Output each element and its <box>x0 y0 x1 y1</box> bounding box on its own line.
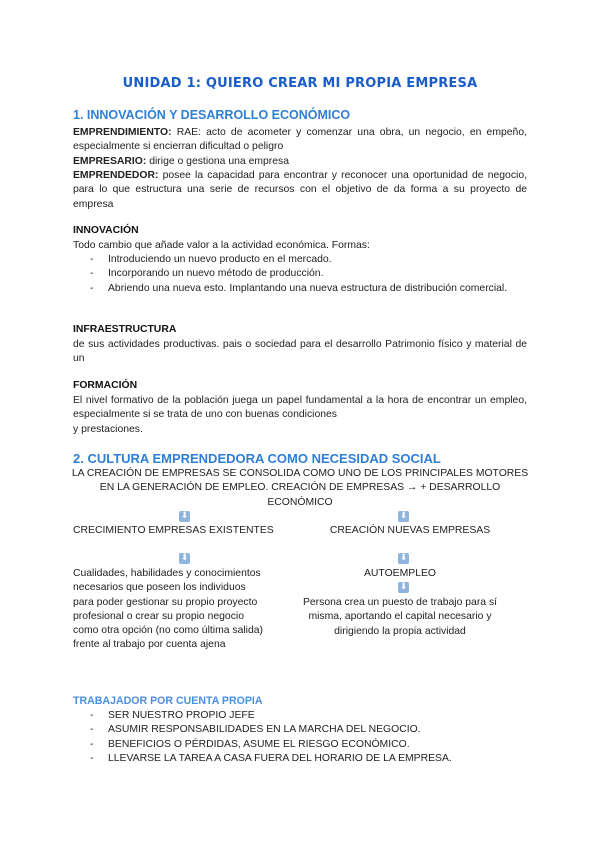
emprendedor-label: EMPRENDEDOR: <box>73 170 159 181</box>
arrow-down-icon: ⬇ <box>399 553 408 563</box>
left-col-text: Cualidades, habilidades y conocimientos necesarios que poseen los individuos para poder gestionar su propio proyecto profesional o crear su propio negocio como otra opción (no como última salida) frente al trabajo por cuenta ajena <box>73 568 264 651</box>
emprendedor-text: posee la capacidad para encontrar y reconocer una oportunidad de negocio, para lo que estructura una serie de recursos con el objetivo de da forma a su proyecto de empresa <box>73 170 527 210</box>
emprendimiento-paragraph <box>73 126 527 155</box>
section1-heading: 1. INNOVACIÓN Y DESARROLLO ECONÓMICO <box>73 108 351 122</box>
section2-heading: 2. CULTURA EMPRENDEDORA COMO NECESIDAD SOCIAL <box>73 451 441 466</box>
list-item: - Incorporando un nuevo método de producción. <box>90 267 527 281</box>
formacion-text: El nivel formativo de la población juega un papel fundamental a la hora de encontrar un empleo, especialmente si se trata de uno con buenas condiciones <box>73 395 527 421</box>
innovacion-heading: INNOVACIÓN <box>73 225 139 236</box>
right-col-title: CREACIÓN NUEVAS EMPRESAS <box>329 525 491 536</box>
emprendedor-paragraph <box>73 169 527 212</box>
arrow-down-icon: ⬇ <box>399 511 408 521</box>
empresario-paragraph <box>73 155 527 169</box>
formacion-text-2: y prestaciones. <box>73 424 143 435</box>
emprendimiento-text: RAE: acto de acometer y comenzar una obra, un negocio, en empeño, especialmente si encierran dificultad o peligro <box>73 127 527 153</box>
right-col-text: Persona crea un puesto de trabajo para sí misma, aportando el capital necesario y dirigiendo la propia actividad <box>302 597 498 637</box>
list-item: - Introduciendo un nuevo producto en el mercado. <box>90 253 527 267</box>
innovacion-intro: Todo cambio que añade valor a la actividad económica. Formas: <box>73 240 370 251</box>
arrow-down-icon: ⬇ <box>180 553 189 563</box>
right-col-sub: AUTOEMPLEO <box>364 568 436 579</box>
emprendimiento-label: EMPRENDIMIENTO: <box>73 127 172 138</box>
list-item: - LLEVARSE LA TAREA A CASA FUERA DEL HORARIO DE LA EMPRESA. <box>90 752 527 766</box>
list-item: - Abriendo una nueva esto. Implantando una nueva estructura de distribución comercial. <box>90 282 527 296</box>
formacion-heading: FORMACIÓN <box>73 380 138 391</box>
section2-intro: LA CREACIÓN DE EMPRESAS SE CONSOLIDA COMO UNO DE LOS PRINCIPALES MOTORES EN LA GENERACIÓN DE EMPLEO. CREACIÓN DE EMPRESAS → + DESARROLLO ECONÓMICO <box>71 468 529 508</box>
list-item: - ASUMIR RESPONSABILIDADES EN LA MARCHA DEL NEGOCIO. <box>90 723 527 737</box>
arrow-down-icon: ⬇ <box>399 582 408 592</box>
infraestructura-text: de sus actividades productivas. pais o sociedad para el desarrollo Patrimonio físico y material de un <box>73 339 527 365</box>
empresario-text: dirige o gestiona una empresa <box>146 156 290 167</box>
trabajador-list <box>90 709 527 766</box>
trabajador-heading: TRABAJADOR POR CUENTA PROPIA <box>73 695 263 707</box>
left-col-title: CRECIMIENTO EMPRESAS EXISTENTES <box>73 525 274 536</box>
arrow-down-icon: ⬇ <box>180 511 189 521</box>
unit-title: UNIDAD 1: QUIERO CREAR MI PROPIA EMPRESA <box>122 76 478 91</box>
innovacion-list <box>90 253 527 296</box>
list-item: - SER NUESTRO PROPIO JEFE <box>90 709 527 723</box>
infraestructura-heading: INFRAESTRUCTURA <box>73 324 177 335</box>
list-item: - BENEFICIOS O PÉRDIDAS, ASUME EL RIESGO ECONÓMICO. <box>90 738 527 752</box>
empresario-label: EMPRESARIO: <box>73 156 147 167</box>
